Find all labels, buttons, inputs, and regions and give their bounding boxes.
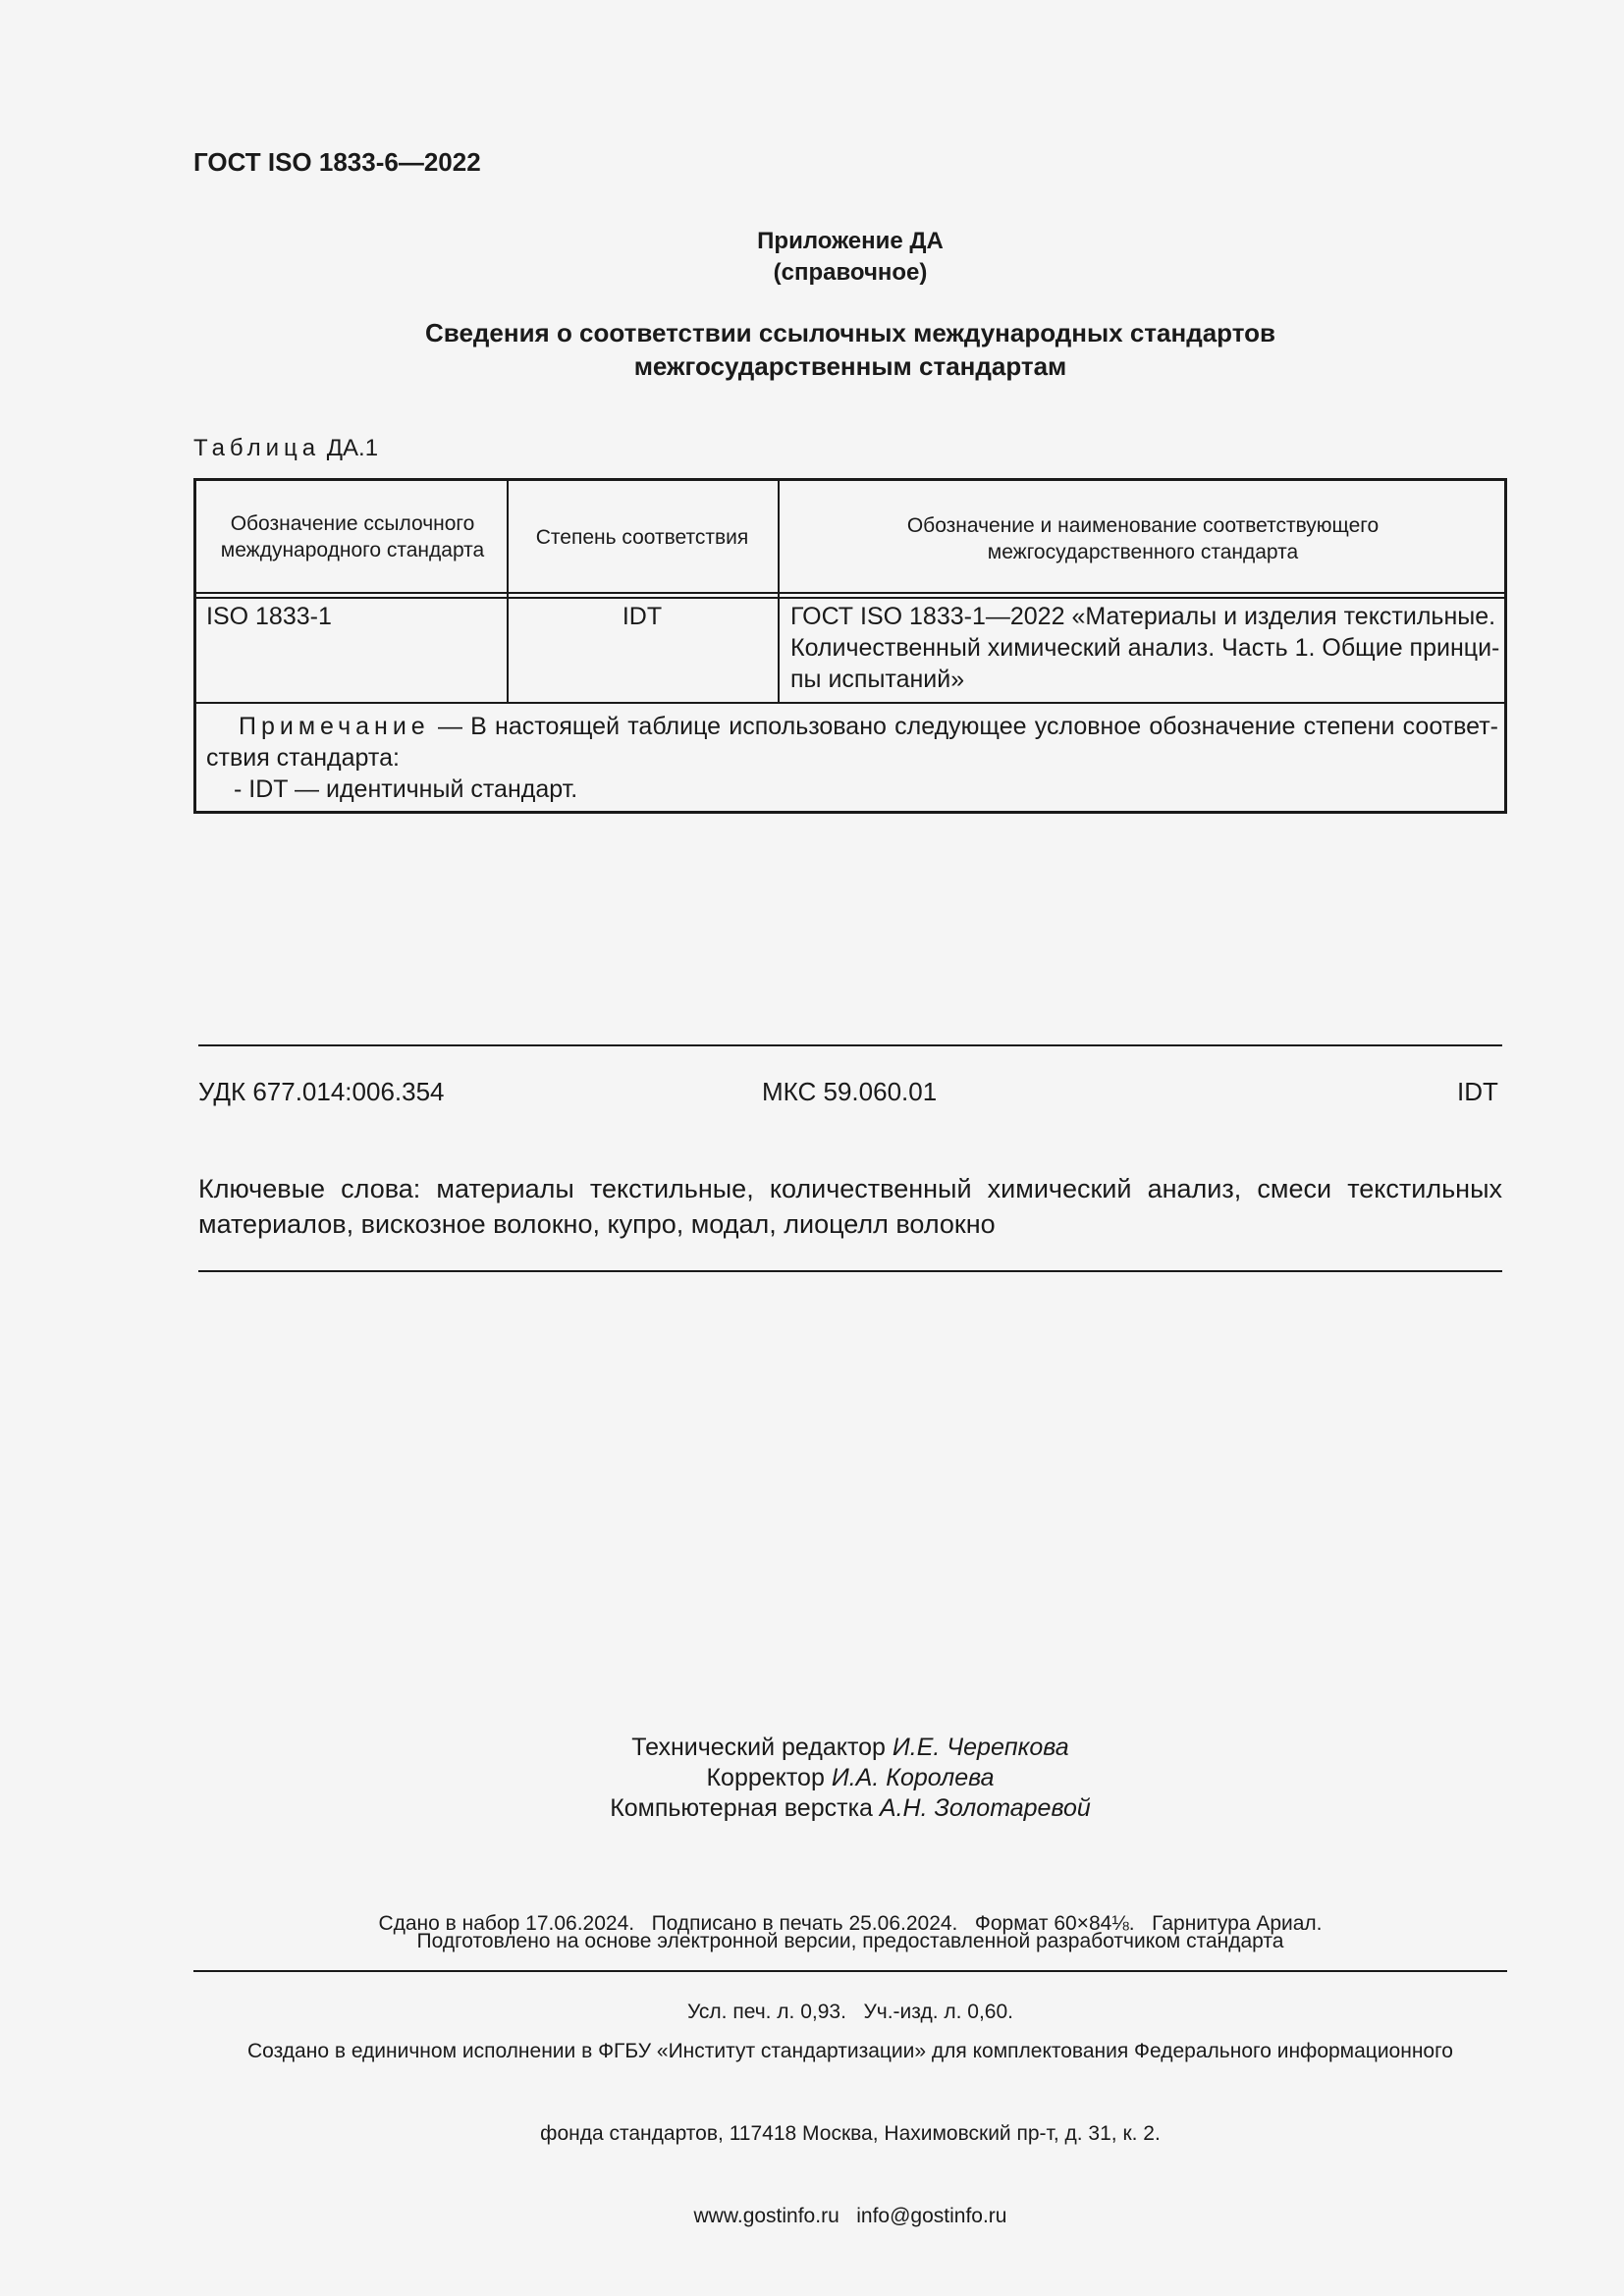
credit-layout [0, 1793, 1624, 1824]
appendix-type: (справочное) [773, 259, 928, 286]
cell-reference: ISO 1833-1 [206, 603, 332, 630]
appendix-title [0, 226, 1624, 289]
cell-line: Количественный химический анализ. Часть 1. Общие принци- [790, 634, 1500, 662]
created-line: Создано в единичном исполнении в ФГБУ «Институт стандартизации» для комплектования Федерального информационного [247, 2040, 1453, 2062]
created-contacts: www.gostinfo.ru info@gostinfo.ru [693, 2205, 1007, 2227]
appendix-heading [0, 316, 1624, 383]
note-word: Примечание [239, 713, 430, 740]
appendix-name: Приложение ДА [757, 228, 944, 254]
degree-code: IDT [1457, 1077, 1498, 1106]
divider-rule [198, 1270, 1502, 1272]
mks-code: МКС 59.060.01 [762, 1077, 938, 1106]
print-info-line: Сдано в набор 17.06.2024. Подписано в печать 25.06.2024. Формат 60×84⅛. Гарнитура Ариал. [378, 1912, 1323, 1935]
cell-line: пы испытаний» [790, 666, 965, 693]
created-line: фонда стандартов, 117418 Москва, Нахимовский пр-т, д. 31, к. 2. [540, 2122, 1161, 2145]
document-id: ГОСТ ISO 1833-6—2022 [193, 147, 481, 177]
table-label [193, 435, 378, 462]
heading-line-1: Сведения о соответствии ссылочных международных стандартов [425, 318, 1275, 347]
header-degree [509, 524, 776, 551]
credits [0, 1733, 1624, 1824]
note-text: — В настоящей таблице использовано следующее условное обозначение степени соответ-ствия стандарта: [206, 713, 1498, 772]
correspondence-table [193, 478, 1507, 814]
credit-editor [0, 1733, 1624, 1763]
credit-role: Корректор [706, 1764, 825, 1791]
header-reference-standard [200, 510, 505, 563]
table-divider [196, 702, 1504, 704]
table-label-word: Таблица [193, 435, 321, 461]
cell-interstate-standard [790, 601, 1502, 695]
header-text: межгосударственного стандарта [987, 541, 1299, 563]
divider-rule [193, 1970, 1507, 1972]
credit-role: Компьютерная верстка [610, 1794, 873, 1822]
heading-line-2: межгосударственным стандартам [633, 351, 1067, 381]
table-divider [196, 592, 1504, 594]
credit-person: И.Е. Черепкова [892, 1734, 1069, 1761]
table-note [206, 711, 1498, 805]
header-interstate-standard [780, 512, 1506, 565]
header-text: Степень соответствия [535, 526, 749, 549]
print-info-line: Усл. печ. л. 0,93. Уч.-изд. л. 0,60. [686, 2001, 1013, 2023]
udk-code: УДК 677.014:006.354 [198, 1077, 445, 1106]
credit-person: И.А. Королева [831, 1764, 995, 1791]
note-item: - IDT — идентичный стандарт. [234, 775, 578, 803]
cell-line: ГОСТ ISO 1833-1—2022 «Материалы и изделия текстильные. [790, 603, 1496, 630]
keywords: Ключевые слова: материалы текстильные, количественный химический анализ, смеси текстильных материалов, вискозное волокно, купро, модал, лиоцелл волокно [198, 1174, 1502, 1239]
header-text: Обозначение ссылочного [230, 512, 475, 535]
credit-role: Технический редактор [631, 1734, 886, 1761]
credit-person: А.Н. Золотаревой [879, 1794, 1091, 1822]
header-text: международного стандарта [220, 539, 485, 561]
table-divider [196, 597, 1504, 599]
prepared-note: Подготовлено на основе электронной версии, предоставленной разработчиком стандарта [416, 1930, 1284, 1952]
cell-degree: IDT [622, 603, 663, 630]
credit-corrector [0, 1763, 1624, 1793]
created-note [0, 1983, 1624, 2258]
table-label-number: ДА.1 [326, 435, 379, 461]
header-text: Обозначение и наименование соответствующего [906, 514, 1380, 537]
divider-rule [198, 1044, 1502, 1046]
